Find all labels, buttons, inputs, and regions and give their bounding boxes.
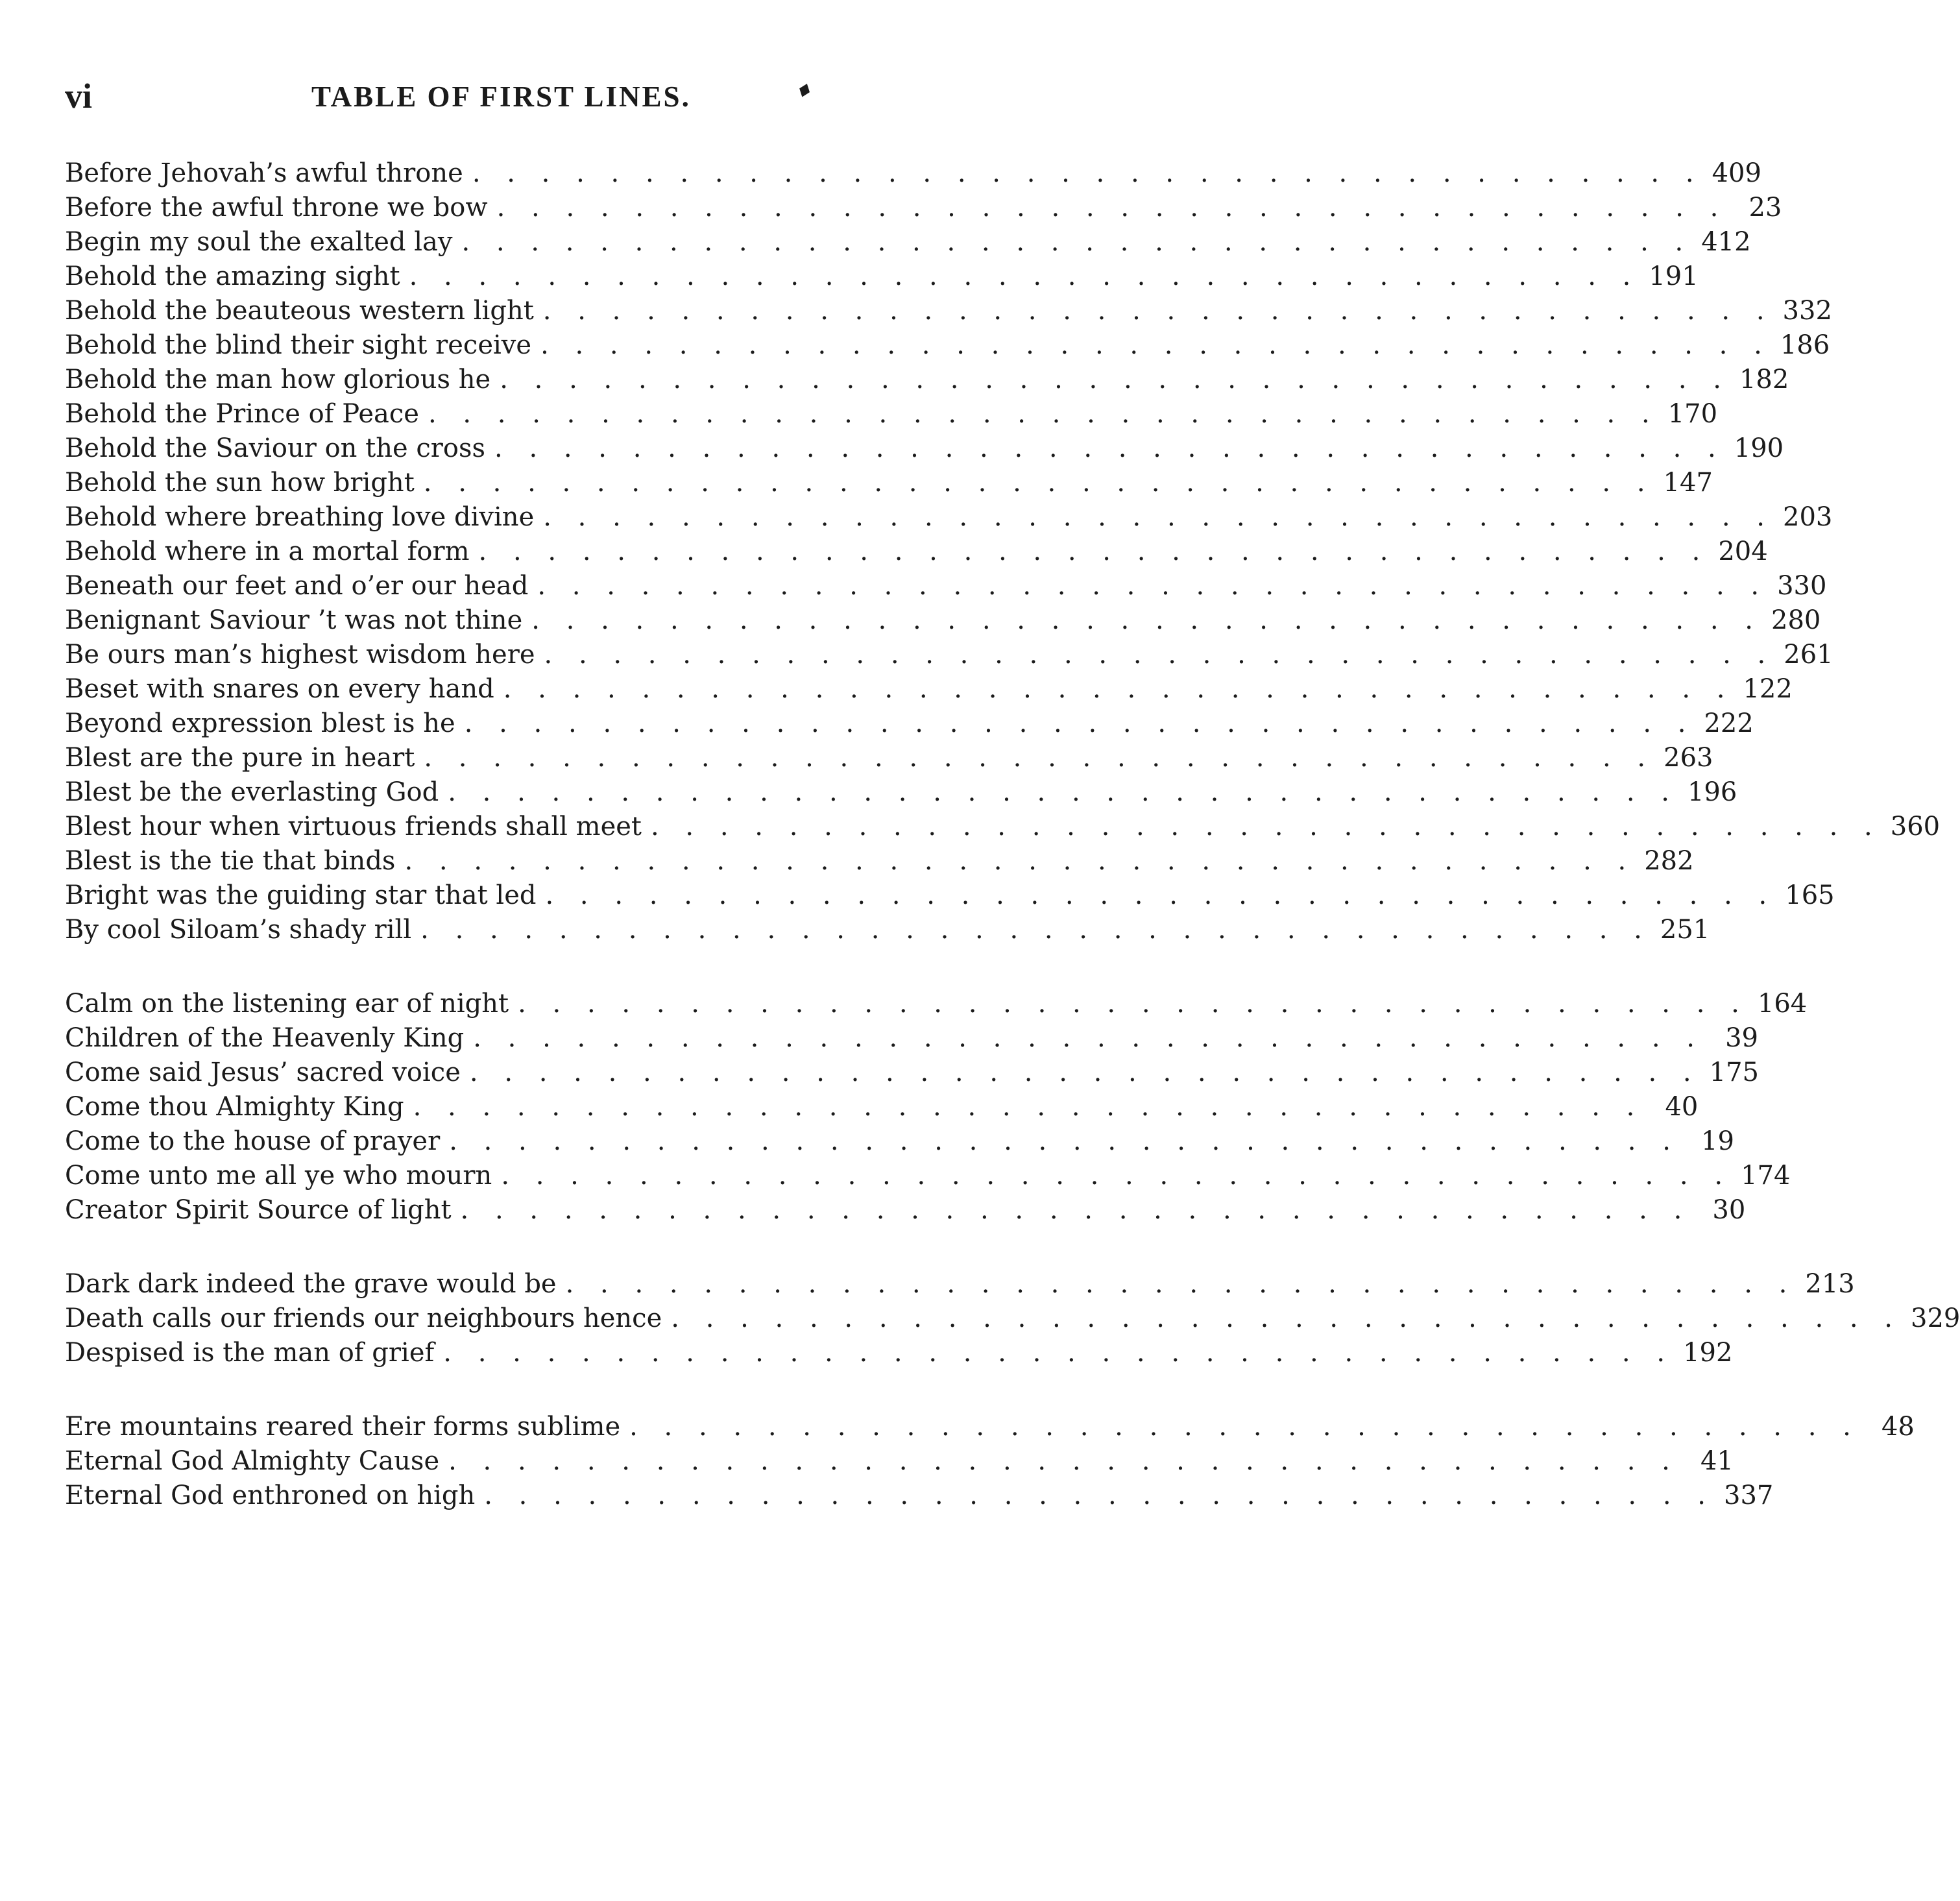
dot-leader: . . . . . . . . . . . . . . . . . . . . . . . . . . . . . . . . . . . . xyxy=(545,880,1776,910)
first-lines-list xyxy=(65,156,1960,1513)
index-entry xyxy=(65,741,1713,775)
dot-leader: . . . . . . . . . . . . . . . . . . . . . . . . . . . . . . . . . . . . xyxy=(478,537,1710,566)
first-line-text: Ere mountains reared their forms sublime xyxy=(65,1412,621,1442)
first-line-text: Before the awful throne we bow xyxy=(65,193,488,223)
dot-leader: . . . . . . . . . . . . . . . . . . . . . . . . . . . . . . . . . . . . xyxy=(540,330,1771,360)
first-line-text: Despised is the man of grief xyxy=(65,1338,435,1368)
dot-leader: . . . . . . . . . . . . . . . . . . . . . . . . . . . . . . . . . . . . xyxy=(443,1338,1675,1368)
index-entry xyxy=(65,1336,1733,1370)
page-reference: 182 xyxy=(1739,365,1789,394)
first-line-text: Begin my soul the exalted lay xyxy=(65,227,453,257)
page-reference: 165 xyxy=(1785,880,1835,910)
index-entry xyxy=(65,156,1761,191)
first-line-text: Blest be the everlasting God xyxy=(65,777,439,807)
page-reference: 170 xyxy=(1667,399,1718,429)
first-line-text: Blest is the tie that binds xyxy=(65,846,396,876)
dot-leader: . . . . . . . . . . . . . . . . . . . . . . . . . . . . . . . . . . . . xyxy=(629,1412,1860,1442)
page-reference: 196 xyxy=(1687,777,1737,807)
page-reference: 39 xyxy=(1725,1023,1758,1053)
first-line-text: Come thou Almighty King xyxy=(65,1092,404,1122)
index-entry xyxy=(65,569,1827,603)
first-line-text: Before Jehovah’s awful throne xyxy=(65,158,463,188)
index-entry xyxy=(65,987,1808,1021)
dot-leader: . . . . . . . . . . . . . . . . . . . . . . . . . . . . . . . . . . . . xyxy=(650,812,1881,842)
page-reference: 41 xyxy=(1700,1446,1734,1476)
page-reference: 332 xyxy=(1782,296,1832,326)
index-entry xyxy=(65,1021,1758,1056)
page-reference: 164 xyxy=(1757,989,1808,1019)
index-entry xyxy=(65,397,1718,431)
first-line-text: Bright was the guiding star that led xyxy=(65,880,537,910)
page-reference: 203 xyxy=(1783,502,1833,532)
dot-leader: . . . . . . . . . . . . . . . . . . . . . . . . . . . . . . . . . . . . xyxy=(460,1195,1691,1225)
page-reference: 19 xyxy=(1701,1126,1734,1156)
dot-leader: . . . . . . . . . . . . . . . . . . . . . . . . . . . . . . . . . . . . xyxy=(448,1446,1679,1476)
dot-leader: . . . . . . . . . . . . . . . . . . . . . . . . . . . . . . . . . . . . xyxy=(543,502,1774,532)
index-entry xyxy=(65,363,1789,397)
page-reference: 412 xyxy=(1701,227,1751,257)
ornament-icon: ♦ xyxy=(792,77,817,105)
index-entry xyxy=(65,260,1699,294)
index-entry xyxy=(65,535,1768,569)
dot-leader: . . . . . . . . . . . . . . . . . . . . . . . . . . . . . . . . . . . . xyxy=(409,261,1640,291)
dot-leader: . . . . . . . . . . . . . . . . . . . . . . . . . . . . . . . . . . . . xyxy=(423,468,1654,498)
page-number: vi xyxy=(65,77,93,115)
index-entry xyxy=(65,810,1941,844)
index-entry xyxy=(65,1444,1734,1479)
first-line-text: Behold the man how glorious he xyxy=(65,365,491,394)
index-entry xyxy=(65,294,1832,328)
dot-leader: . . . . . . . . . . . . . . . . . . . . . . . . . . . . . . . . . . . . xyxy=(542,296,1774,326)
dot-leader: . . . . . . . . . . . . . . . . . . . . . . . . . . . . . . . . . . . . xyxy=(496,193,1728,223)
group-separator xyxy=(65,947,999,987)
page-reference: 213 xyxy=(1805,1269,1855,1299)
first-line-text: Behold where in a mortal form xyxy=(65,537,470,566)
index-entry xyxy=(65,431,1784,466)
first-line-text: Beyond expression blest is he xyxy=(65,708,455,738)
first-line-text: Come said Jesus’ sacred voice xyxy=(65,1058,461,1087)
index-entry xyxy=(65,191,1782,225)
index-entry xyxy=(65,775,1737,810)
page-reference: 409 xyxy=(1712,158,1761,188)
page-reference: 337 xyxy=(1724,1481,1774,1510)
page-reference: 360 xyxy=(1890,812,1941,842)
dot-leader: . . . . . . . . . . . . . . . . . . . . . . . . . . . . . . . . . . . . xyxy=(671,1303,1902,1333)
index-entry xyxy=(65,603,1821,638)
index-entry xyxy=(65,844,1694,878)
first-line-text: Behold the amazing sight xyxy=(65,261,400,291)
index-entry xyxy=(65,500,1833,535)
dot-leader: . . . . . . . . . . . . . . . . . . . . . . . . . . . . . . . . . . . . xyxy=(461,227,1693,257)
first-line-text: Beset with snares on every hand xyxy=(65,674,494,704)
dot-leader: . . . . . . . . . . . . . . . . . . . . . . . . . . . . . . . . . . . . xyxy=(544,640,1775,670)
page-reference: 174 xyxy=(1741,1161,1791,1191)
page-reference: 30 xyxy=(1712,1195,1746,1225)
index-entry xyxy=(65,1267,1855,1302)
group-separator xyxy=(65,1370,999,1410)
page-reference: 330 xyxy=(1777,571,1827,601)
first-line-text: Come unto me all ye who mourn xyxy=(65,1161,492,1191)
first-line-text: Children of the Heavenly King xyxy=(65,1023,465,1053)
dot-leader: . . . . . . . . . . . . . . . . . . . . . . . . . . . . . . . . . . . . xyxy=(484,1481,1715,1510)
index-entry xyxy=(65,1193,1746,1228)
dot-leader: . . . . . . . . . . . . . . . . . . . . . . . . . . . . . . . . . . . . xyxy=(404,846,1636,876)
dot-leader: . . . . . . . . . . . . . . . . . . . . . . . . . . . . . . . . . . . . xyxy=(518,989,1748,1019)
dot-leader: . . . . . . . . . . . . . . . . . . . . . . . . . . . . . . . . . . . . xyxy=(501,1161,1732,1191)
first-line-text: Death calls our friends our neighbours hence xyxy=(65,1303,662,1333)
index-entry xyxy=(65,328,1830,363)
page-reference: 192 xyxy=(1683,1338,1733,1368)
page-reference: 191 xyxy=(1649,261,1699,291)
index-entry xyxy=(65,1124,1734,1159)
page-reference: 222 xyxy=(1704,708,1754,738)
dot-leader: . . . . . . . . . . . . . . . . . . . . . . . . . . . . . . . . . . . . xyxy=(494,433,1725,463)
page-reference: 190 xyxy=(1734,433,1784,463)
dot-leader: . . . . . . . . . . . . . . . . . . . . . . . . . . . . . . . . . . . . xyxy=(424,743,1655,773)
index-entry xyxy=(65,1410,1915,1444)
page-reference: 329 xyxy=(1911,1303,1960,1333)
page-reference: 122 xyxy=(1743,674,1793,704)
page-reference: 204 xyxy=(1718,537,1768,566)
dot-leader: . . . . . . . . . . . . . . . . . . . . . . . . . . . . . . . . . . . . xyxy=(420,915,1651,945)
first-line-text: Be ours man’s highest wisdom here xyxy=(65,640,535,670)
dot-leader: . . . . . . . . . . . . . . . . . . . . . . . . . . . . . . . . . . . . xyxy=(503,674,1734,704)
page-reference: 261 xyxy=(1784,640,1833,670)
first-line-text: Blest hour when virtuous friends shall meet xyxy=(65,812,642,842)
index-entry xyxy=(65,225,1751,260)
page-reference: 147 xyxy=(1663,468,1713,498)
dot-leader: . . . . . . . . . . . . . . . . . . . . . . . . . . . . . . . . . . . . xyxy=(413,1092,1644,1122)
first-line-text: Behold the beauteous western light xyxy=(65,296,534,326)
first-line-text: Behold the sun how bright xyxy=(65,468,415,498)
group-separator xyxy=(65,1228,999,1267)
index-entry xyxy=(65,672,1793,707)
first-line-text: Eternal God enthroned on high xyxy=(65,1481,476,1510)
first-line-text: Calm on the listening ear of night xyxy=(65,989,509,1019)
dot-leader: . . . . . . . . . . . . . . . . . . . . . . . . . . . . . . . . . . . . xyxy=(565,1269,1797,1299)
page-reference: 282 xyxy=(1644,846,1694,876)
dot-leader: . . . . . . . . . . . . . . . . . . . . . . . . . . . . . . . . . . . . xyxy=(464,708,1695,738)
dot-leader: . . . . . . . . . . . . . . . . . . . . . . . . . . . . . . . . . . . . xyxy=(449,1126,1680,1156)
page-reference: 251 xyxy=(1660,915,1710,945)
dot-leader: . . . . . . . . . . . . . . . . . . . . . . . . . . . . . . . . . . . . xyxy=(448,777,1678,807)
first-line-text: Dark dark indeed the grave would be xyxy=(65,1269,557,1299)
page-reference: 263 xyxy=(1664,743,1713,773)
page-reference: 23 xyxy=(1748,193,1782,223)
dot-leader: . . . . . . . . . . . . . . . . . . . . . . . . . . . . . . . . . . . . xyxy=(469,1058,1700,1087)
first-line-text: By cool Siloam’s shady rill xyxy=(65,915,412,945)
page-reference: 280 xyxy=(1771,605,1821,635)
page-reference: 40 xyxy=(1665,1092,1699,1122)
dot-leader: . . . . . . . . . . . . . . . . . . . . . . . . . . . . . . . . . . . . xyxy=(473,1023,1704,1053)
index-entry xyxy=(65,707,1754,741)
first-line-text: Behold the Prince of Peace xyxy=(65,399,419,429)
index-entry xyxy=(65,466,1713,500)
page-reference: 186 xyxy=(1780,330,1830,360)
dot-leader: . . . . . . . . . . . . . . . . . . . . . . . . . . . . . . . . . . . . xyxy=(500,365,1730,394)
index-entry xyxy=(65,1302,1960,1336)
index-entry xyxy=(65,913,1710,947)
running-title: TABLE OF FIRST LINES. xyxy=(311,80,691,113)
index-entry xyxy=(65,1056,1760,1090)
first-line-text: Creator Spirit Source of light xyxy=(65,1195,452,1225)
page-reference: 48 xyxy=(1881,1412,1915,1442)
first-line-text: Beneath our feet and o’er our head xyxy=(65,571,529,601)
index-entry xyxy=(65,1479,1774,1513)
first-line-text: Behold where breathing love divine xyxy=(65,502,535,532)
index-entry xyxy=(65,1090,1699,1124)
first-line-text: Eternal God Almighty Cause xyxy=(65,1446,440,1476)
first-line-text: Come to the house of prayer xyxy=(65,1126,441,1156)
index-entry xyxy=(65,878,1835,913)
dot-leader: . . . . . . . . . . . . . . . . . . . . . . . . . . . . . . . . . . . . xyxy=(472,158,1703,188)
dot-leader: . . . . . . . . . . . . . . . . . . . . . . . . . . . . . . . . . . . . xyxy=(428,399,1659,429)
dot-leader: . . . . . . . . . . . . . . . . . . . . . . . . . . . . . . . . . . . . xyxy=(537,571,1769,601)
first-line-text: Blest are the pure in heart xyxy=(65,743,415,773)
first-line-text: Behold the Saviour on the cross xyxy=(65,433,486,463)
first-line-text: Benignant Saviour ’t was not thine xyxy=(65,605,523,635)
first-line-text: Behold the blind their sight receive xyxy=(65,330,532,360)
index-entry xyxy=(65,638,1833,672)
page-header xyxy=(0,77,1063,115)
dot-leader: . . . . . . . . . . . . . . . . . . . . . . . . . . . . . . . . . . . . xyxy=(531,605,1762,635)
index-entry xyxy=(65,1159,1791,1193)
page-reference: 175 xyxy=(1709,1058,1760,1087)
